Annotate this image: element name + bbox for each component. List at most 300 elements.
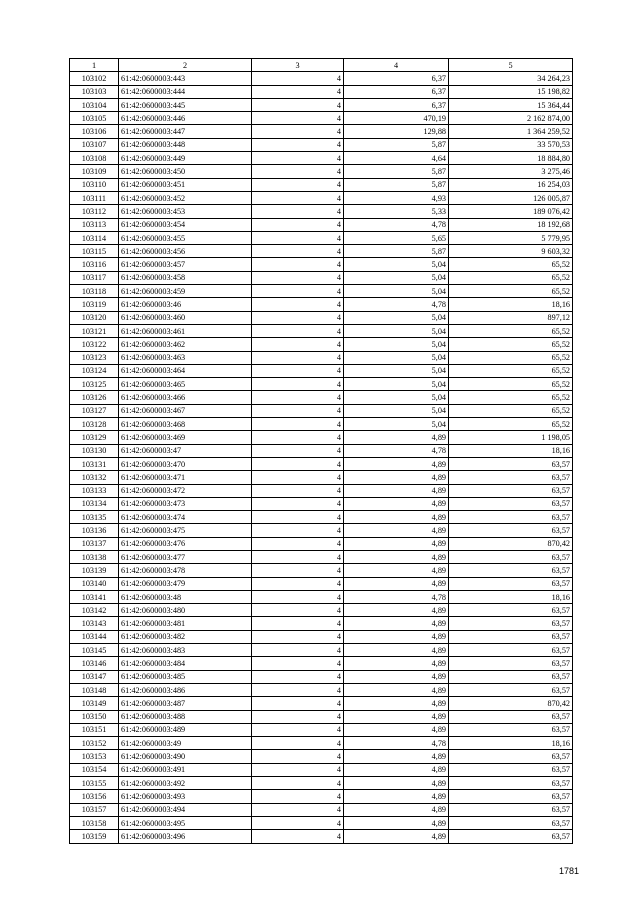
table-row bbox=[70, 98, 573, 111]
table-cell-col2: 61:42:0600003:461 bbox=[119, 324, 252, 337]
table-cell-col3: 4 bbox=[252, 537, 344, 550]
table-cell-col4: 4,89 bbox=[344, 790, 449, 803]
table-cell-col4: 5,04 bbox=[344, 378, 449, 391]
table-cell-col1: 103109 bbox=[70, 165, 119, 178]
table-row bbox=[70, 191, 573, 204]
table-cell-col4: 4,89 bbox=[344, 723, 449, 736]
table-cell-col1: 103154 bbox=[70, 763, 119, 776]
table-cell-col1: 103121 bbox=[70, 324, 119, 337]
table-cell-col5: 63,57 bbox=[449, 604, 573, 617]
table-cell-col2: 61:42:0600003:47 bbox=[119, 444, 252, 457]
table-cell-col3: 4 bbox=[252, 524, 344, 537]
table-cell-col2: 61:42:0600003:453 bbox=[119, 205, 252, 218]
table-row bbox=[70, 338, 573, 351]
table-cell-col1: 103107 bbox=[70, 138, 119, 151]
table-cell-col3: 4 bbox=[252, 85, 344, 98]
table-cell-col2: 61:42:0600003:494 bbox=[119, 803, 252, 816]
table-cell-col5: 18,16 bbox=[449, 590, 573, 603]
table-cell-col2: 61:42:0600003:485 bbox=[119, 670, 252, 683]
table-cell-col2: 61:42:0600003:451 bbox=[119, 178, 252, 191]
table-cell-col4: 5,04 bbox=[344, 418, 449, 431]
table-cell-col3: 4 bbox=[252, 803, 344, 816]
table-cell-col4: 4,89 bbox=[344, 657, 449, 670]
table-cell-col1: 103144 bbox=[70, 630, 119, 643]
table-cell-col4: 4,89 bbox=[344, 763, 449, 776]
table-cell-col3: 4 bbox=[252, 138, 344, 151]
table-cell-col3: 4 bbox=[252, 737, 344, 750]
table-row bbox=[70, 298, 573, 311]
table-cell-col1: 103133 bbox=[70, 484, 119, 497]
table-cell-col3: 4 bbox=[252, 604, 344, 617]
table-row bbox=[70, 524, 573, 537]
table-cell-col2: 61:42:0600003:487 bbox=[119, 697, 252, 710]
table-cell-col5: 63,57 bbox=[449, 497, 573, 510]
table-cell-col5: 63,57 bbox=[449, 644, 573, 657]
table-cell-col5: 65,52 bbox=[449, 418, 573, 431]
table-cell-col3: 4 bbox=[252, 697, 344, 710]
table-cell-col3: 4 bbox=[252, 511, 344, 524]
table-cell-col4: 4,78 bbox=[344, 737, 449, 750]
table-cell-col4: 4,89 bbox=[344, 683, 449, 696]
table-cell-col4: 6,37 bbox=[344, 72, 449, 85]
column-header-4: 4 bbox=[344, 59, 449, 72]
table-cell-col2: 61:42:0600003:475 bbox=[119, 524, 252, 537]
table-cell-col4: 5,87 bbox=[344, 138, 449, 151]
table-cell-col5: 65,52 bbox=[449, 391, 573, 404]
table-cell-col2: 61:42:0600003:463 bbox=[119, 351, 252, 364]
table-cell-col5: 63,57 bbox=[449, 564, 573, 577]
table-cell-col4: 5,04 bbox=[344, 324, 449, 337]
table-row bbox=[70, 790, 573, 803]
table-body bbox=[70, 72, 573, 843]
table-cell-col3: 4 bbox=[252, 444, 344, 457]
table-cell-col4: 5,04 bbox=[344, 311, 449, 324]
table-cell-col2: 61:42:0600003:450 bbox=[119, 165, 252, 178]
table-cell-col5: 18,16 bbox=[449, 298, 573, 311]
table-cell-col4: 4,89 bbox=[344, 630, 449, 643]
table-cell-col1: 103114 bbox=[70, 231, 119, 244]
table-cell-col1: 103132 bbox=[70, 471, 119, 484]
table-cell-col4: 4,89 bbox=[344, 537, 449, 550]
table-cell-col1: 103106 bbox=[70, 125, 119, 138]
table-cell-col1: 103149 bbox=[70, 697, 119, 710]
table-cell-col5: 63,57 bbox=[449, 763, 573, 776]
table-cell-col3: 4 bbox=[252, 644, 344, 657]
table-row bbox=[70, 152, 573, 165]
table-cell-col1: 103158 bbox=[70, 816, 119, 829]
table-cell-col5: 3 275,46 bbox=[449, 165, 573, 178]
header-row bbox=[70, 59, 573, 72]
table-cell-col5: 65,52 bbox=[449, 378, 573, 391]
table-cell-col2: 61:42:0600003:495 bbox=[119, 816, 252, 829]
table-cell-col5: 63,57 bbox=[449, 577, 573, 590]
table-cell-col3: 4 bbox=[252, 763, 344, 776]
table-cell-col4: 4,93 bbox=[344, 191, 449, 204]
table-cell-col5: 65,52 bbox=[449, 404, 573, 417]
table-cell-col2: 61:42:0600003:449 bbox=[119, 152, 252, 165]
table-cell-col1: 103145 bbox=[70, 644, 119, 657]
table-cell-col4: 4,78 bbox=[344, 444, 449, 457]
table-cell-col1: 103120 bbox=[70, 311, 119, 324]
table-cell-col2: 61:42:0600003:474 bbox=[119, 511, 252, 524]
table-cell-col1: 103129 bbox=[70, 431, 119, 444]
table-cell-col3: 4 bbox=[252, 683, 344, 696]
table-cell-col1: 103136 bbox=[70, 524, 119, 537]
table-row bbox=[70, 178, 573, 191]
table-row bbox=[70, 590, 573, 603]
table-cell-col3: 4 bbox=[252, 457, 344, 470]
table-cell-col1: 103123 bbox=[70, 351, 119, 364]
table-cell-col3: 4 bbox=[252, 178, 344, 191]
table-cell-col3: 4 bbox=[252, 550, 344, 563]
table-cell-col3: 4 bbox=[252, 431, 344, 444]
table-cell-col4: 4,89 bbox=[344, 431, 449, 444]
table-cell-col4: 4,89 bbox=[344, 484, 449, 497]
table-cell-col4: 4,89 bbox=[344, 604, 449, 617]
table-cell-col3: 4 bbox=[252, 391, 344, 404]
table-cell-col1: 103143 bbox=[70, 617, 119, 630]
table-cell-col2: 61:42:0600003:481 bbox=[119, 617, 252, 630]
table-row bbox=[70, 72, 573, 85]
table-row bbox=[70, 231, 573, 244]
table-cell-col5: 897,12 bbox=[449, 311, 573, 324]
table-row bbox=[70, 404, 573, 417]
table-cell-col5: 34 264,23 bbox=[449, 72, 573, 85]
table-cell-col1: 103134 bbox=[70, 497, 119, 510]
table-cell-col2: 61:42:0600003:454 bbox=[119, 218, 252, 231]
table-cell-col4: 4,89 bbox=[344, 750, 449, 763]
table-cell-col3: 4 bbox=[252, 351, 344, 364]
table-cell-col4: 4,78 bbox=[344, 590, 449, 603]
table-cell-col5: 63,57 bbox=[449, 630, 573, 643]
table-cell-col4: 4,89 bbox=[344, 511, 449, 524]
table-cell-col1: 103111 bbox=[70, 191, 119, 204]
table-cell-col3: 4 bbox=[252, 577, 344, 590]
table-cell-col4: 6,37 bbox=[344, 85, 449, 98]
table-row bbox=[70, 604, 573, 617]
table-cell-col1: 103147 bbox=[70, 670, 119, 683]
table-cell-col3: 4 bbox=[252, 271, 344, 284]
table-cell-col3: 4 bbox=[252, 777, 344, 790]
table-cell-col4: 4,89 bbox=[344, 617, 449, 630]
table-row bbox=[70, 497, 573, 510]
table-row bbox=[70, 138, 573, 151]
table-cell-col1: 103117 bbox=[70, 271, 119, 284]
table-cell-col1: 103146 bbox=[70, 657, 119, 670]
table-row bbox=[70, 258, 573, 271]
table-row bbox=[70, 697, 573, 710]
table-row bbox=[70, 830, 573, 843]
table-cell-col4: 5,87 bbox=[344, 165, 449, 178]
table-cell-col1: 103103 bbox=[70, 85, 119, 98]
table-cell-col5: 63,57 bbox=[449, 816, 573, 829]
table-cell-col4: 4,89 bbox=[344, 670, 449, 683]
table-row bbox=[70, 644, 573, 657]
table-cell-col5: 65,52 bbox=[449, 338, 573, 351]
table-cell-col1: 103153 bbox=[70, 750, 119, 763]
table-cell-col4: 4,89 bbox=[344, 564, 449, 577]
table-cell-col3: 4 bbox=[252, 484, 344, 497]
table-row bbox=[70, 311, 573, 324]
table-row bbox=[70, 617, 573, 630]
table-cell-col4: 4,78 bbox=[344, 218, 449, 231]
table-cell-col5: 65,52 bbox=[449, 364, 573, 377]
table-cell-col5: 65,52 bbox=[449, 324, 573, 337]
table-cell-col3: 4 bbox=[252, 285, 344, 298]
table-cell-col5: 189 076,42 bbox=[449, 205, 573, 218]
table-cell-col4: 4,89 bbox=[344, 524, 449, 537]
table-cell-col3: 4 bbox=[252, 152, 344, 165]
table-cell-col5: 870,42 bbox=[449, 537, 573, 550]
table-row bbox=[70, 431, 573, 444]
table-cell-col1: 103105 bbox=[70, 112, 119, 125]
table-cell-col5: 63,57 bbox=[449, 511, 573, 524]
table-cell-col2: 61:42:0600003:492 bbox=[119, 777, 252, 790]
table-cell-col1: 103102 bbox=[70, 72, 119, 85]
table-cell-col3: 4 bbox=[252, 245, 344, 258]
table-cell-col1: 103135 bbox=[70, 511, 119, 524]
table-cell-col2: 61:42:0600003:460 bbox=[119, 311, 252, 324]
table-cell-col4: 129,88 bbox=[344, 125, 449, 138]
table-cell-col1: 103116 bbox=[70, 258, 119, 271]
table-cell-col4: 6,37 bbox=[344, 98, 449, 111]
table-row bbox=[70, 511, 573, 524]
table-cell-col3: 4 bbox=[252, 564, 344, 577]
table-row bbox=[70, 670, 573, 683]
table-row bbox=[70, 218, 573, 231]
table-cell-col4: 5,04 bbox=[344, 404, 449, 417]
table-cell-col5: 5 779,95 bbox=[449, 231, 573, 244]
table-cell-col4: 5,04 bbox=[344, 351, 449, 364]
table-cell-col5: 63,57 bbox=[449, 790, 573, 803]
table-cell-col1: 103155 bbox=[70, 777, 119, 790]
table-row bbox=[70, 710, 573, 723]
table-cell-col3: 4 bbox=[252, 471, 344, 484]
table-row bbox=[70, 112, 573, 125]
table-cell-col2: 61:42:0600003:473 bbox=[119, 497, 252, 510]
table-cell-col1: 103122 bbox=[70, 338, 119, 351]
table-cell-col5: 65,52 bbox=[449, 351, 573, 364]
table-cell-col5: 63,57 bbox=[449, 524, 573, 537]
table-cell-col5: 63,57 bbox=[449, 457, 573, 470]
table-cell-col1: 103152 bbox=[70, 737, 119, 750]
table-cell-col3: 4 bbox=[252, 617, 344, 630]
table-cell-col5: 1 198,05 bbox=[449, 431, 573, 444]
table-row bbox=[70, 285, 573, 298]
table-cell-col3: 4 bbox=[252, 750, 344, 763]
table-cell-col5: 63,57 bbox=[449, 670, 573, 683]
table-cell-col5: 18 884,80 bbox=[449, 152, 573, 165]
table-cell-col2: 61:42:0600003:457 bbox=[119, 258, 252, 271]
table-cell-col5: 63,57 bbox=[449, 657, 573, 670]
table-cell-col3: 4 bbox=[252, 191, 344, 204]
table-cell-col3: 4 bbox=[252, 590, 344, 603]
table-cell-col1: 103130 bbox=[70, 444, 119, 457]
table-cell-col1: 103159 bbox=[70, 830, 119, 843]
table-cell-col4: 4,89 bbox=[344, 697, 449, 710]
table-cell-col2: 61:42:0600003:46 bbox=[119, 298, 252, 311]
table-cell-col1: 103115 bbox=[70, 245, 119, 258]
table-cell-col3: 4 bbox=[252, 72, 344, 85]
table-cell-col4: 5,04 bbox=[344, 338, 449, 351]
table-cell-col5: 63,57 bbox=[449, 484, 573, 497]
table-cell-col3: 4 bbox=[252, 258, 344, 271]
table-cell-col5: 15 364,44 bbox=[449, 98, 573, 111]
table-cell-col3: 4 bbox=[252, 830, 344, 843]
table-cell-col4: 4,89 bbox=[344, 710, 449, 723]
table-cell-col3: 4 bbox=[252, 404, 344, 417]
table-row bbox=[70, 550, 573, 563]
table-cell-col3: 4 bbox=[252, 630, 344, 643]
table-row bbox=[70, 444, 573, 457]
table-row bbox=[70, 205, 573, 218]
table-cell-col2: 61:42:0600003:471 bbox=[119, 471, 252, 484]
table-cell-col5: 65,52 bbox=[449, 285, 573, 298]
table-row bbox=[70, 777, 573, 790]
table-cell-col4: 4,89 bbox=[344, 577, 449, 590]
table-cell-col2: 61:42:0600003:445 bbox=[119, 98, 252, 111]
table-cell-col2: 61:42:0600003:490 bbox=[119, 750, 252, 763]
table-cell-col3: 4 bbox=[252, 364, 344, 377]
table-cell-col2: 61:42:0600003:443 bbox=[119, 72, 252, 85]
table-cell-col2: 61:42:0600003:469 bbox=[119, 431, 252, 444]
table-cell-col5: 18 192,68 bbox=[449, 218, 573, 231]
table-cell-col2: 61:42:0600003:49 bbox=[119, 737, 252, 750]
table-cell-col2: 61:42:0600003:493 bbox=[119, 790, 252, 803]
table-row bbox=[70, 484, 573, 497]
table-cell-col2: 61:42:0600003:467 bbox=[119, 404, 252, 417]
table-cell-col5: 63,57 bbox=[449, 777, 573, 790]
column-header-2: 2 bbox=[119, 59, 252, 72]
table-cell-col3: 4 bbox=[252, 165, 344, 178]
table-cell-col2: 61:42:0600003:464 bbox=[119, 364, 252, 377]
table-cell-col5: 9 603,32 bbox=[449, 245, 573, 258]
table-row bbox=[70, 630, 573, 643]
table-cell-col1: 103157 bbox=[70, 803, 119, 816]
table-cell-col2: 61:42:0600003:491 bbox=[119, 763, 252, 776]
table-cell-col2: 61:42:0600003:455 bbox=[119, 231, 252, 244]
table-cell-col2: 61:42:0600003:456 bbox=[119, 245, 252, 258]
table-cell-col2: 61:42:0600003:488 bbox=[119, 710, 252, 723]
table-cell-col4: 4,89 bbox=[344, 644, 449, 657]
table-cell-col5: 1 364 259,52 bbox=[449, 125, 573, 138]
table-row bbox=[70, 816, 573, 829]
table-cell-col1: 103141 bbox=[70, 590, 119, 603]
table-cell-col1: 103131 bbox=[70, 457, 119, 470]
table-cell-col3: 4 bbox=[252, 98, 344, 111]
table-cell-col2: 61:42:0600003:446 bbox=[119, 112, 252, 125]
table-cell-col2: 61:42:0600003:458 bbox=[119, 271, 252, 284]
table-cell-col5: 63,57 bbox=[449, 471, 573, 484]
table-cell-col4: 4,89 bbox=[344, 816, 449, 829]
table-cell-col2: 61:42:0600003:482 bbox=[119, 630, 252, 643]
table-cell-col4: 5,04 bbox=[344, 271, 449, 284]
table-row bbox=[70, 165, 573, 178]
table-cell-col4: 4,89 bbox=[344, 497, 449, 510]
table-cell-col2: 61:42:0600003:496 bbox=[119, 830, 252, 843]
table-cell-col2: 61:42:0600003:447 bbox=[119, 125, 252, 138]
table-cell-col4: 5,65 bbox=[344, 231, 449, 244]
table-cell-col3: 4 bbox=[252, 816, 344, 829]
table-cell-col5: 18,16 bbox=[449, 737, 573, 750]
table-row bbox=[70, 803, 573, 816]
table-cell-col2: 61:42:0600003:484 bbox=[119, 657, 252, 670]
table-row bbox=[70, 657, 573, 670]
table-cell-col2: 61:42:0600003:448 bbox=[119, 138, 252, 151]
table-cell-col4: 5,87 bbox=[344, 245, 449, 258]
table-cell-col3: 4 bbox=[252, 418, 344, 431]
table-cell-col2: 61:42:0600003:462 bbox=[119, 338, 252, 351]
table-row bbox=[70, 391, 573, 404]
table-row bbox=[70, 245, 573, 258]
table-cell-col2: 61:42:0600003:489 bbox=[119, 723, 252, 736]
table-row bbox=[70, 763, 573, 776]
table-cell-col4: 4,89 bbox=[344, 550, 449, 563]
table-cell-col2: 61:42:0600003:465 bbox=[119, 378, 252, 391]
table-cell-col1: 103156 bbox=[70, 790, 119, 803]
table-cell-col4: 5,04 bbox=[344, 364, 449, 377]
table-cell-col3: 4 bbox=[252, 205, 344, 218]
table-cell-col1: 103104 bbox=[70, 98, 119, 111]
table-cell-col3: 4 bbox=[252, 112, 344, 125]
table-cell-col3: 4 bbox=[252, 670, 344, 683]
table-cell-col5: 63,57 bbox=[449, 617, 573, 630]
table-cell-col1: 103139 bbox=[70, 564, 119, 577]
table-cell-col1: 103125 bbox=[70, 378, 119, 391]
table-row bbox=[70, 537, 573, 550]
table-cell-col5: 63,57 bbox=[449, 750, 573, 763]
table-row bbox=[70, 723, 573, 736]
table-cell-col3: 4 bbox=[252, 125, 344, 138]
table-cell-col4: 5,04 bbox=[344, 258, 449, 271]
table-cell-col5: 63,57 bbox=[449, 710, 573, 723]
table-row bbox=[70, 125, 573, 138]
table-cell-col2: 61:42:0600003:466 bbox=[119, 391, 252, 404]
table-cell-col4: 5,04 bbox=[344, 391, 449, 404]
data-table bbox=[69, 58, 573, 844]
table-cell-col2: 61:42:0600003:459 bbox=[119, 285, 252, 298]
table-cell-col1: 103142 bbox=[70, 604, 119, 617]
table-cell-col3: 4 bbox=[252, 723, 344, 736]
table-cell-col4: 4,89 bbox=[344, 803, 449, 816]
table-cell-col5: 63,57 bbox=[449, 803, 573, 816]
table-cell-col5: 2 162 874,00 bbox=[449, 112, 573, 125]
table-cell-col1: 103128 bbox=[70, 418, 119, 431]
table-cell-col3: 4 bbox=[252, 710, 344, 723]
table-cell-col2: 61:42:0600003:476 bbox=[119, 537, 252, 550]
table-cell-col1: 103140 bbox=[70, 577, 119, 590]
table-row bbox=[70, 577, 573, 590]
table-row bbox=[70, 378, 573, 391]
table-row bbox=[70, 471, 573, 484]
table-cell-col5: 16 254,03 bbox=[449, 178, 573, 191]
table-cell-col4: 4,89 bbox=[344, 830, 449, 843]
table-cell-col5: 18,16 bbox=[449, 444, 573, 457]
table-cell-col1: 103108 bbox=[70, 152, 119, 165]
table-cell-col2: 61:42:0600003:479 bbox=[119, 577, 252, 590]
table-cell-col1: 103137 bbox=[70, 537, 119, 550]
table-row bbox=[70, 85, 573, 98]
table-cell-col4: 5,04 bbox=[344, 285, 449, 298]
table-cell-col2: 61:42:0600003:468 bbox=[119, 418, 252, 431]
table-cell-col4: 4,89 bbox=[344, 457, 449, 470]
table-cell-col4: 470,19 bbox=[344, 112, 449, 125]
table-cell-col4: 4,89 bbox=[344, 777, 449, 790]
table-cell-col5: 65,52 bbox=[449, 271, 573, 284]
table-cell-col4: 4,89 bbox=[344, 471, 449, 484]
table-cell-col4: 5,33 bbox=[344, 205, 449, 218]
table-row bbox=[70, 324, 573, 337]
